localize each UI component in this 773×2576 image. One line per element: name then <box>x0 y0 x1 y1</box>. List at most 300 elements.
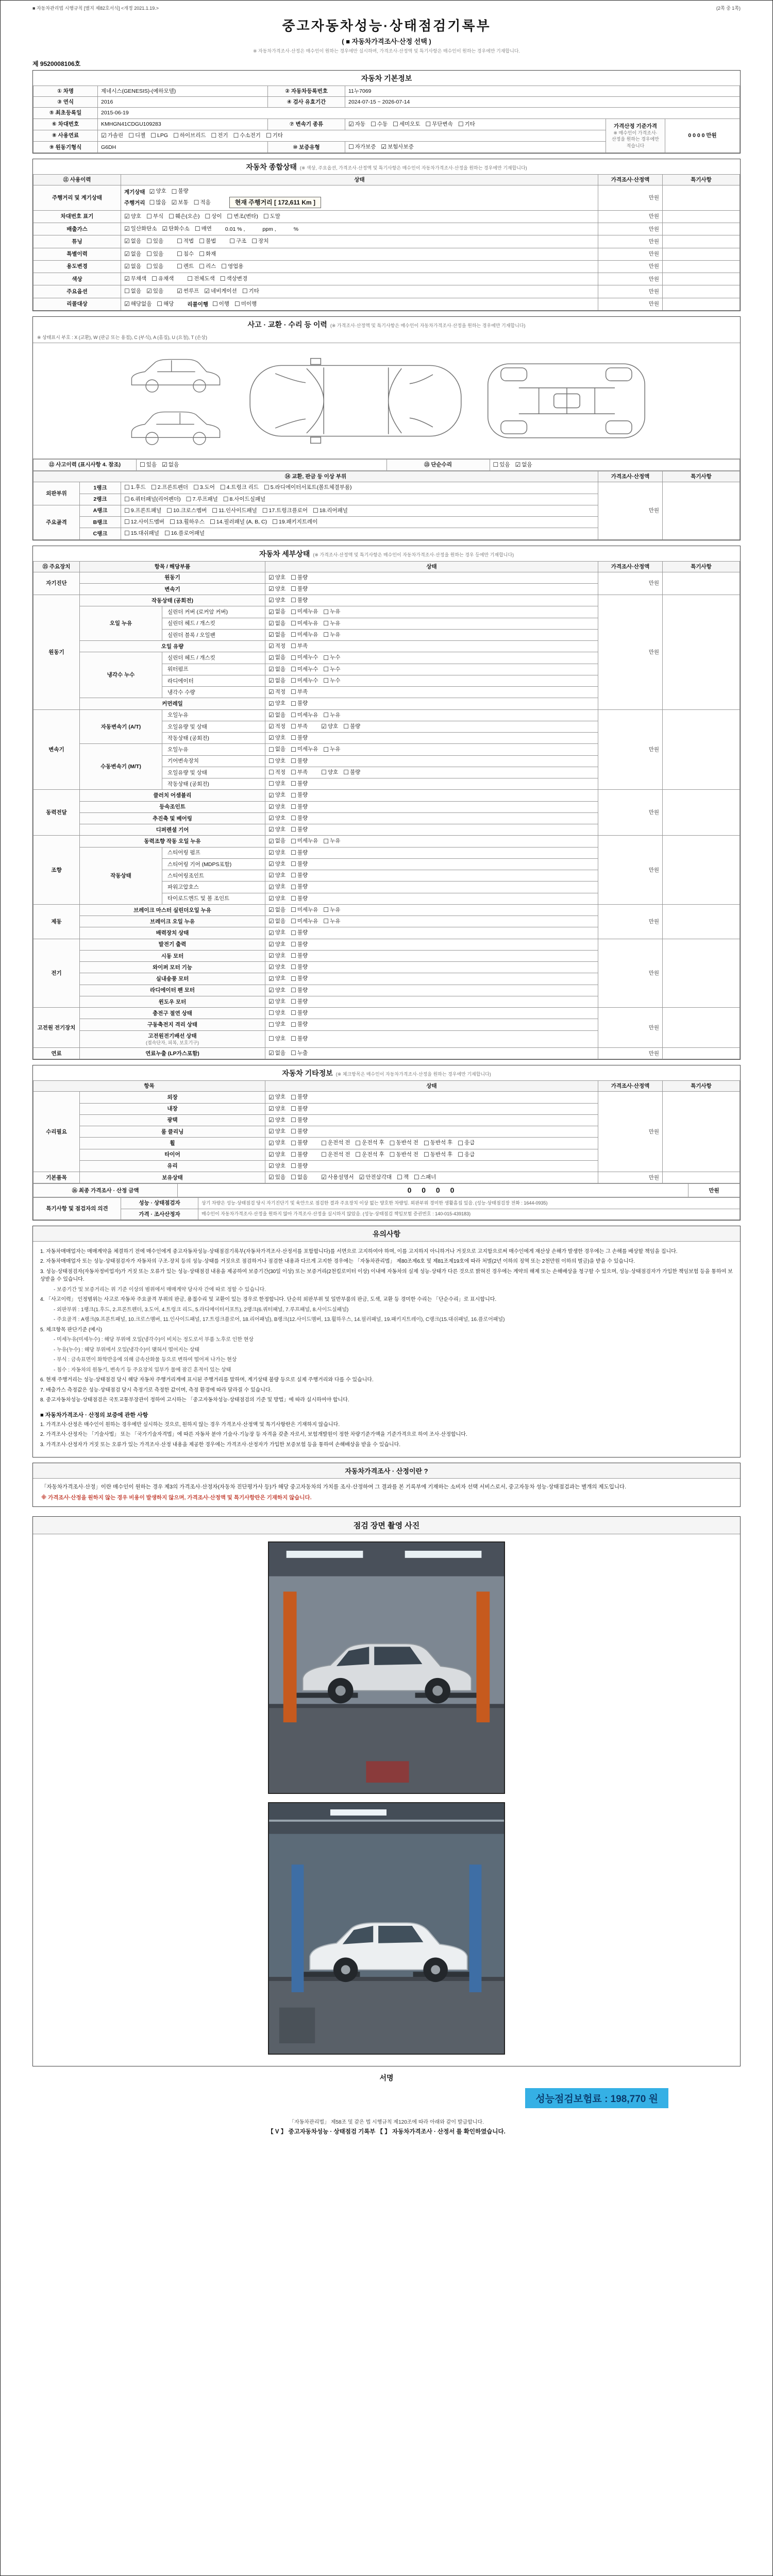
vin-value: KMHGN41CDGU109283 <box>98 118 268 130</box>
empty-box-icon: ☐ <box>171 188 177 195</box>
checkbox-option[interactable]: ☑ 없음 <box>268 711 286 719</box>
checkbox-option[interactable]: ☑ 없음 <box>268 608 286 616</box>
checkbox-option[interactable]: ☐ 미세누수 <box>291 654 318 662</box>
checkbox-option[interactable]: ☐ 불량 <box>291 940 308 948</box>
engine-type-value: G6DH <box>98 142 268 153</box>
checkbox-option[interactable]: ☑ 보험사보증 <box>381 143 414 151</box>
checkbox-option[interactable]: ☑ 적정 <box>268 723 286 731</box>
checkbox-option[interactable]: ☑ 해당없음 <box>124 300 152 308</box>
checkbox-option[interactable]: ☐ 운전석 후 <box>355 1139 384 1147</box>
checkbox-option[interactable]: ☑ 양호 <box>124 212 142 220</box>
checkbox-option[interactable]: ☑ 없음 <box>268 677 286 685</box>
checkbox-option[interactable]: ☐ 15.대쉬패널 <box>124 530 159 537</box>
checkbox-option[interactable]: ☐ 렌트 <box>177 262 194 270</box>
checkbox-option[interactable]: ☐ 불량 <box>291 791 308 799</box>
checkbox-option[interactable]: ☐ 불량 <box>171 188 189 195</box>
checkbox-option[interactable]: ☐ 전기 <box>211 131 228 139</box>
empty-box-icon: ☐ <box>140 461 145 468</box>
checkbox-option[interactable]: ☑ 적정 <box>268 688 286 696</box>
checkbox-option[interactable]: ☐ 구조 <box>229 238 247 245</box>
base-price-note: ※ 매수인이 가격조사·산정을 원하는 경우에만 적습니다 <box>611 130 659 148</box>
checkbox-option[interactable]: ☑ 없음 <box>162 461 179 468</box>
checkbox-option[interactable]: ☑ 없음 <box>268 837 286 845</box>
checkbox-option[interactable]: ☐ 스패너 <box>414 1174 436 1181</box>
footer-line-1: 「자동차관리법」 제58조 및 같은 법 시행규칙 제120조에 따라 아래와 같이 발급합니다. <box>289 2119 484 2125</box>
empty-box-icon: ☐ <box>323 608 329 616</box>
checkbox-option[interactable]: ☑ 양호 <box>268 952 286 960</box>
checkbox-option[interactable]: ☐ 누수 <box>323 654 341 662</box>
empty-box-icon: ☐ <box>291 1116 296 1124</box>
checkbox-option[interactable]: ☑ 양호 <box>268 849 286 856</box>
checkbox-option[interactable]: ☐ 잭 <box>397 1174 409 1181</box>
checkbox-option[interactable]: ☑ 가솔린 <box>101 131 124 139</box>
checkbox-option[interactable]: ☑ 양호 <box>268 998 286 1006</box>
detail-condition-row: 구동축전지 격리 상태 ☐ 양호 ☐ 불량 <box>33 1019 740 1030</box>
checkbox-option[interactable]: ☐ 불량 <box>291 1093 308 1101</box>
checkbox-option[interactable]: ☑ 자동 <box>348 120 366 128</box>
empty-box-icon: ☐ <box>291 963 296 971</box>
detail-condition-row: 등속조인트 ☑ 양호 ☐ 불량 <box>33 801 740 812</box>
checkbox-option[interactable]: ☐ 불량 <box>291 986 308 994</box>
checkbox-option[interactable]: ☐ 불량 <box>291 883 308 891</box>
checkbox-option[interactable]: ☑ 없음 <box>515 461 532 468</box>
overall-condition-row: 차대번호 표기 ☑ 양호 ☐ 부식 ☐ 훼손(오손) ☐ 상이 ☐ 변조(변타) ☐ 도말 만원 <box>33 210 740 223</box>
checkbox-option[interactable]: ☐ 해당 <box>157 300 174 308</box>
checkbox-option[interactable]: ☐ 부족 <box>291 688 308 696</box>
checkbox-option[interactable]: ☐ 부족 <box>291 642 308 650</box>
detail-condition-row: 오일 유량 ☑ 적정 ☐ 부족 <box>33 641 740 652</box>
checkbox-option[interactable]: ☐ 상이 <box>205 212 222 220</box>
empty-box-icon: ☐ <box>493 461 499 468</box>
empty-box-icon: ☐ <box>199 238 205 245</box>
checkbox-option[interactable]: ☑ 양호 <box>268 940 286 948</box>
checkbox-option[interactable]: ☐ 7.루프패널 <box>186 495 218 503</box>
empty-box-icon: ☐ <box>323 631 329 639</box>
base-price-value: 0 0 0 0 만원 <box>665 118 740 153</box>
checkbox-option[interactable]: ☐ 5.라디에이터서포트(볼트체결부품) <box>264 484 352 492</box>
empty-box-icon: ☐ <box>423 1139 429 1147</box>
empty-box-icon: ☐ <box>124 484 130 492</box>
empty-box-icon: ☐ <box>146 212 152 220</box>
section-detailed-condition <box>32 546 741 1060</box>
detail-condition-row: 오일유량 및 상태 ☑ 적정 ☐ 부족 ☑ 양호 ☐ 불량 <box>33 721 740 732</box>
checkbox-option[interactable]: ☐ 불량 <box>291 849 308 856</box>
checkbox-option[interactable]: ☐ 3.도어 <box>193 484 215 492</box>
checkbox-option[interactable]: ☐ 누유 <box>323 918 341 925</box>
checkbox-option[interactable]: ☑ 없음 <box>268 619 286 627</box>
checkbox-option[interactable]: ☑ 양호 <box>268 734 286 742</box>
checkbox-option[interactable]: ☑ 양호 <box>268 986 286 994</box>
checkbox-option[interactable]: ☑ 없음 <box>124 250 142 258</box>
checkbox-option[interactable]: ☐ 누수 <box>323 665 341 673</box>
checkbox-option[interactable]: ☑ 양호 <box>268 803 286 810</box>
section-etc-info <box>32 1065 741 1220</box>
checkbox-option[interactable]: ☑ 보통 <box>171 198 189 206</box>
checked-box-icon: ☑ <box>124 225 130 233</box>
checkbox-option[interactable]: ☐ 동반석 전 <box>389 1150 418 1158</box>
detail-condition-row: 실린더 헤드 / 개스킷 ☑ 없음 ☐ 미세누유 ☐ 누유 <box>33 618 740 629</box>
checked-box-icon: ☑ <box>268 815 274 822</box>
checkbox-option[interactable]: ☑ 양호 <box>268 597 286 604</box>
checkbox-option[interactable]: ☐ 유채색 <box>152 275 174 283</box>
checkbox-option[interactable]: ☑ 없음 <box>268 906 286 914</box>
damage-code-legend: ※ 상태표시 부호 : X (교환), W (판금 또는 용접), C (부식), A (흠집), U (요철), T (손상) <box>33 332 740 343</box>
checked-box-icon: ☑ <box>268 700 274 707</box>
checkbox-option[interactable]: ☐ 침수 <box>177 250 194 258</box>
checkbox-option[interactable]: ☐ 불량 <box>291 573 308 581</box>
checkbox-option[interactable]: ☐ 누유 <box>323 608 341 616</box>
checkbox-option[interactable]: ☐ 누유 <box>323 745 341 753</box>
checkbox-option[interactable]: ☐ 부족 <box>291 723 308 731</box>
checkbox-option[interactable]: ☐ 2.프론트펜더 <box>150 484 189 492</box>
section-overall-condition <box>32 159 741 311</box>
checkbox-option[interactable]: ☐ 장치 <box>251 238 269 245</box>
checkbox-option[interactable]: ☐ 적음 <box>193 198 211 206</box>
appraiser-role-label: 가격 · 조사산정자 <box>121 1209 198 1219</box>
checkbox-option[interactable]: ☐ 양호 <box>268 1035 286 1043</box>
checkbox-option[interactable]: ☑ 양호 <box>268 1093 286 1101</box>
checkbox-option[interactable]: ☐ 적정 <box>268 769 286 776</box>
empty-box-icon: ☐ <box>291 986 296 994</box>
checkbox-option[interactable]: ☐ 기타 <box>265 131 283 139</box>
empty-box-icon: ☐ <box>124 506 130 514</box>
checkbox-option[interactable]: ☑ 사용설명서 <box>321 1174 354 1181</box>
checkbox-option[interactable]: ☐ 미세누유 <box>291 837 318 845</box>
checked-box-icon: ☑ <box>268 585 274 593</box>
checkbox-option[interactable]: ☑ 양호 <box>268 963 286 971</box>
checkbox-option[interactable]: ☐ 6.쿼터패널(리어펜더) <box>124 495 181 503</box>
checkbox-option[interactable]: ☐ 불법 <box>199 238 216 245</box>
checkbox-option[interactable]: ☐ 없음 <box>291 1174 308 1181</box>
checkbox-option[interactable]: ☑ 양호 <box>268 929 286 937</box>
checkbox-option[interactable]: ☐ 양호 <box>268 1009 286 1017</box>
checkbox-option[interactable]: ☐ 적법 <box>177 238 194 245</box>
checkbox-option[interactable]: ☑ 무채색 <box>124 275 147 283</box>
empty-box-icon: ☐ <box>291 665 296 673</box>
checkbox-option[interactable]: ☐ 누유 <box>323 619 341 627</box>
etc-info-row: 룸 클리닝 ☑ 양호 ☐ 불량 <box>33 1126 740 1138</box>
checkbox-option[interactable]: ☐ 부식 <box>146 212 164 220</box>
empty-box-icon: ☐ <box>263 212 269 220</box>
checkbox-option[interactable]: ☑ 양호 <box>149 188 166 195</box>
checkbox-option[interactable]: ☐ 있음 <box>146 262 164 270</box>
checkbox-option[interactable]: ☑ 양호 <box>268 860 286 868</box>
checkbox-option[interactable]: ☑ 양호 <box>268 975 286 982</box>
checked-box-icon: ☑ <box>268 1093 274 1101</box>
empty-box-icon: ☐ <box>323 711 329 719</box>
checkbox-option[interactable]: ☐ 세미오토 <box>393 120 421 128</box>
checkbox-option[interactable]: ☐ 응급 <box>458 1150 475 1158</box>
checkbox-option[interactable]: ☐ 19.패키지트레이 <box>272 518 318 526</box>
checkbox-option[interactable]: ☑ 양호 <box>268 872 286 879</box>
checkbox-option[interactable]: ☐ 1.후드 <box>124 484 146 492</box>
checkbox-option[interactable]: ☐ 불량 <box>291 597 308 604</box>
checkbox-option[interactable]: ☐ 동반석 후 <box>423 1139 453 1147</box>
checkbox-option[interactable]: ☐ 수동 <box>371 120 388 128</box>
checkbox-option[interactable]: ☐ 불량 <box>291 1105 308 1112</box>
checkbox-option[interactable]: ☑ 안전삼각대 <box>359 1174 392 1181</box>
checkbox-option[interactable]: ☐ 누유 <box>323 711 341 719</box>
empty-box-icon: ☐ <box>348 143 354 151</box>
checkbox-option[interactable]: ☑ 양호 <box>268 1150 286 1158</box>
checkbox-option[interactable]: ☑ 썬루프 <box>177 287 199 295</box>
checkbox-option[interactable]: ☐ 누유 <box>323 631 341 639</box>
section-photos <box>32 1516 741 2066</box>
checkbox-option[interactable]: ☐ 무단변속 <box>425 120 453 128</box>
checkbox-option[interactable]: ☐ 양호 <box>321 769 339 776</box>
checkbox-option[interactable]: ☐ 자가보증 <box>348 143 376 151</box>
empty-box-icon: ☐ <box>323 677 329 685</box>
checkbox-option[interactable]: ☑ 적정 <box>268 642 286 650</box>
checkbox-option[interactable]: ☐ 불량 <box>291 872 308 879</box>
checkbox-option[interactable]: ☐ 있음 <box>146 238 164 245</box>
checkbox-option[interactable]: ☐ 불량 <box>291 1128 308 1136</box>
checkbox-option[interactable]: ☐ 불량 <box>291 1009 308 1017</box>
checkbox-option[interactable]: ☐ 11.인사이드패널 <box>212 506 257 514</box>
checkbox-option[interactable]: ☐ 하이브리드 <box>173 131 206 139</box>
empty-box-icon: ☐ <box>458 1139 463 1147</box>
checkbox-option[interactable]: ☐ 불량 <box>291 1150 308 1158</box>
empty-box-icon: ☐ <box>291 998 296 1006</box>
empty-box-icon: ☐ <box>205 212 211 220</box>
footer-line-2: 【 V 】 중고자동차성능 · 상태점검 기록부 【 】 자동차가격조사 · 산정서 를 확인하였습니다. <box>267 2128 506 2135</box>
checkbox-option[interactable]: ☐ 불량 <box>291 975 308 982</box>
checkbox-option[interactable]: ☐ 동반석 전 <box>389 1139 418 1147</box>
checkbox-option[interactable]: ☐ 불량 <box>291 734 308 742</box>
section-notice <box>32 1226 741 1458</box>
checkbox-option[interactable]: ☐ 기타 <box>242 287 259 295</box>
checkbox-option[interactable]: ☐ 9.프론트패널 <box>124 506 162 514</box>
empty-box-icon: ☐ <box>124 518 130 526</box>
checkbox-option[interactable]: ☐ 18.리어패널 <box>313 506 348 514</box>
checkbox-option[interactable]: ☐ 불량 <box>291 860 308 868</box>
checked-box-icon: ☑ <box>268 597 274 604</box>
checkbox-option[interactable]: ☐ 있음 <box>140 461 157 468</box>
inspection-photo-1 <box>268 1541 505 1794</box>
checkbox-option[interactable]: ☐ 미세누유 <box>291 631 318 639</box>
checkbox-option[interactable]: ☐ 운전석 전 <box>321 1150 350 1158</box>
checkbox-option[interactable]: ☐ 10.크로스멤버 <box>166 506 207 514</box>
checkbox-option[interactable]: ☐ 부족 <box>291 769 308 776</box>
checkbox-option[interactable]: ☐ 불량 <box>291 952 308 960</box>
checkbox-option[interactable]: ☐ 운전석 전 <box>321 1139 350 1147</box>
detail-condition-row: 변속기 자동변속기 (A/T) 오일누유 ☑ 없음 ☐ 미세누유 ☐ 누유 만원 <box>33 709 740 721</box>
detail-condition-row: 오일 누유 실린더 커버 (로커암 커버) ☑ 없음 ☐ 미세누유 ☐ 누유 <box>33 606 740 618</box>
checkbox-option[interactable]: ☐ 있음 <box>493 461 510 468</box>
checkbox-option[interactable]: ☐ 미세누수 <box>291 677 318 685</box>
checkbox-option[interactable]: ☑ 일산화탄소 <box>124 225 157 233</box>
empty-box-icon: ☐ <box>323 906 329 914</box>
checkbox-option[interactable]: ☐ 불량 <box>291 585 308 593</box>
empty-box-icon: ☐ <box>268 757 274 765</box>
checkbox-option[interactable]: ☐ 전체도색 <box>187 275 215 283</box>
checked-box-icon: ☑ <box>268 1139 274 1147</box>
notice-item: 2. 가격조사·산정자는 「기술사법」 또는 「국가기술자격법」에 따른 자동차 분야 기술사·기능장 등 자격을 갖춘 자로서, 보험개발원이 정한 차량기준가액을 기준가격으로 하여 조사·산정합니다. <box>40 1432 467 1438</box>
checkbox-option[interactable]: ☐ 변조(변타) <box>227 212 258 220</box>
checkbox-option[interactable]: ☐ 17.트렁크플로어 <box>262 506 308 514</box>
checkbox-option[interactable]: ☐ 14.필러패널 (A, B, C) <box>210 518 267 526</box>
checkbox-option[interactable]: ☐ 불량 <box>291 1035 308 1043</box>
checkbox-option[interactable]: ☐ 매연 <box>194 225 212 233</box>
checked-box-icon: ☑ <box>268 998 274 1006</box>
checkbox-option[interactable]: ☐ 불량 <box>291 1139 308 1147</box>
checkbox-option[interactable]: ☐ 불량 <box>343 723 361 731</box>
empty-box-icon: ☐ <box>291 1174 296 1181</box>
empty-box-icon: ☐ <box>251 238 258 245</box>
checkbox-option[interactable]: ☐ 불량 <box>291 1116 308 1124</box>
checkbox-option[interactable]: ☑ 양호 <box>268 826 286 834</box>
checkbox-option[interactable]: ☑ 양호 <box>268 1162 286 1170</box>
checkbox-option[interactable]: ☑ 없음 <box>124 238 142 245</box>
checkbox-option[interactable]: ☐ 불량 <box>291 1162 308 1170</box>
detail-condition-row: 워터펌프 ☑ 없음 ☐ 미세누수 ☐ 누수 <box>33 664 740 675</box>
checkbox-option[interactable]: ☐ 누유 <box>323 837 341 845</box>
checkbox-option[interactable]: ☐ 불량 <box>291 998 308 1006</box>
price-appraisal-infobox <box>32 1463 741 1507</box>
checkbox-option[interactable]: ☐ 화재 <box>199 250 216 258</box>
checkbox-option[interactable]: ☑ 탄화수소 <box>162 225 190 233</box>
checkbox-option[interactable]: ☑ 양호 <box>268 1139 286 1147</box>
checkbox-option[interactable]: ☐ 양호 <box>268 1021 286 1028</box>
checked-box-icon: ☑ <box>321 723 327 731</box>
checkbox-option[interactable]: ☐ 16.플로어패널 <box>164 530 205 537</box>
checkbox-option[interactable]: ☐ 없음 <box>124 287 142 295</box>
empty-box-icon: ☐ <box>177 250 182 258</box>
checkbox-option[interactable]: ☐ 누수 <box>323 677 341 685</box>
checkbox-option[interactable]: ☐ 훼손(오손) <box>169 212 200 220</box>
checkbox-option[interactable]: ☑ 양호 <box>268 700 286 707</box>
simple-repair-label: ⑬ 단순수리 <box>386 459 490 470</box>
empty-box-icon: ☐ <box>268 1035 274 1043</box>
empty-box-icon: ☐ <box>291 1128 296 1136</box>
empty-box-icon: ☐ <box>234 300 240 308</box>
checkbox-option[interactable]: ☐ 미이행 <box>234 300 257 308</box>
checked-box-icon: ☑ <box>381 143 387 151</box>
checkbox-option[interactable]: ☑ 양호 <box>268 815 286 822</box>
checkbox-option[interactable]: ☑ 없음 <box>268 1049 286 1057</box>
etc-info-table <box>33 1080 740 1183</box>
empty-box-icon: ☐ <box>187 275 193 283</box>
checkbox-option[interactable]: ☐ 동반석 후 <box>423 1150 453 1158</box>
etc-info-row: 휠 ☑ 양호 ☐ 불량 ☐ 운전석 전 ☐ 운전석 후 ☐ 동반석 전 ☐ 동반석 후 ☐ 응급 <box>33 1138 740 1149</box>
checkbox-option[interactable]: ☐ 영업용 <box>221 262 244 270</box>
page-title: 중고자동차성능·상태점검기록부 <box>282 18 491 33</box>
checkbox-option[interactable]: ☐ 있음 <box>146 250 164 258</box>
checkbox-option[interactable]: ☑ 양호 <box>268 1128 286 1136</box>
checkbox-option[interactable]: ☐ 불량 <box>291 894 308 902</box>
checkbox-option[interactable]: ☐ 운전석 후 <box>355 1150 384 1158</box>
checkbox-option[interactable]: ☑ 없음 <box>268 665 286 673</box>
checkbox-option[interactable]: ☑ 없음 <box>268 654 286 662</box>
checkbox-option[interactable]: ☑ 있음 <box>268 1174 286 1181</box>
checkbox-option[interactable]: ☐ 리스 <box>199 262 216 270</box>
checkbox-option[interactable]: ☐ 이행 <box>212 300 230 308</box>
etc-header-item: 항목 <box>33 1081 265 1092</box>
checkbox-option[interactable]: ☐ 없음 <box>268 745 286 753</box>
empty-box-icon: ☐ <box>212 300 218 308</box>
empty-box-icon: ☐ <box>220 275 226 283</box>
checkbox-option[interactable]: ☐ 미세누유 <box>291 745 318 753</box>
checkbox-option[interactable]: ☐ 양호 <box>268 757 286 765</box>
checkbox-option[interactable]: ☐ 불량 <box>291 780 308 788</box>
checkbox-option[interactable]: ☐ 색상변경 <box>220 275 248 283</box>
empty-box-icon: ☐ <box>264 484 270 492</box>
checkbox-option[interactable]: ☑ 네비게이션 <box>204 287 237 295</box>
checkbox-option[interactable]: ☐ 누출 <box>291 1049 308 1057</box>
notice-price-title: ■ 자동차가격조사 · 산정의 보증에 관한 사항 <box>40 1412 148 1418</box>
overall-condition-row: 용도변경 ☑ 없음 ☐ 있음 ☐ 렌트 ☐ 리스 ☐ 영업용 만원 <box>33 260 740 273</box>
notice-item: - 침수 : 자동차의 원동기, 변속기 등 주요장치 일부가 물에 잠긴 흔적이 있는 상태 <box>54 1367 231 1373</box>
checkbox-option[interactable]: ☑ 없음 <box>124 262 142 270</box>
checkbox-option[interactable]: ☐ 많음 <box>149 198 166 206</box>
empty-box-icon: ☐ <box>291 883 296 891</box>
checkbox-option[interactable]: ☑ 양호 <box>268 791 286 799</box>
checkbox-option[interactable]: ☑ 있음 <box>146 287 164 295</box>
checkbox-option[interactable]: ☐ 불량 <box>343 769 361 776</box>
empty-box-icon: ☐ <box>124 530 130 537</box>
form-reference-line <box>32 5 741 11</box>
checkbox-option[interactable]: ☐ 불량 <box>291 1021 308 1028</box>
checkbox-option[interactable]: ☐ 12.사이드멤버 <box>124 518 165 526</box>
checkbox-option[interactable]: ☑ 양호 <box>268 883 286 891</box>
checkbox-option[interactable]: ☑ 양호 <box>268 585 286 593</box>
checkbox-option[interactable]: ☑ 양호 <box>268 1116 286 1124</box>
checkbox-option[interactable]: ☐ 불량 <box>291 963 308 971</box>
checkbox-option[interactable]: ☐ 13.휠하우스 <box>170 518 205 526</box>
checkbox-option[interactable]: ☐ 불량 <box>291 815 308 822</box>
checkbox-option[interactable]: ☑ 없음 <box>268 631 286 639</box>
checkbox-option[interactable]: ☑ 없음 <box>268 918 286 925</box>
checkbox-option[interactable]: ☐ 양호 <box>268 780 286 788</box>
checkbox-option[interactable]: ☐ 미세누수 <box>291 665 318 673</box>
car-name-value: 제네시스(GENESIS)-(예하모델) <box>98 86 268 97</box>
checkbox-option[interactable]: ☐ 불량 <box>291 826 308 834</box>
checkbox-option[interactable]: ☐ 불량 <box>291 803 308 810</box>
checkbox-option[interactable]: ☑ 양호 <box>268 894 286 902</box>
checkbox-option[interactable]: ☐ LPG <box>150 131 169 139</box>
detail-condition-row: 라디에이터 ☑ 없음 ☐ 미세누수 ☐ 누수 <box>33 675 740 686</box>
checked-box-icon: ☑ <box>268 872 274 879</box>
checkbox-option[interactable]: ☐ 미세누유 <box>291 918 318 925</box>
checkbox-option[interactable]: ☐ 응급 <box>458 1139 475 1147</box>
checkbox-option[interactable]: ☐ 기타 <box>458 120 475 128</box>
checkbox-option[interactable]: ☐ 불량 <box>291 929 308 937</box>
checkbox-option[interactable]: ☑ 양호 <box>268 573 286 581</box>
checkbox-option[interactable]: ☐ 8.사이드실패널 <box>223 495 266 503</box>
checkbox-option[interactable]: ☐ 수소전기 <box>233 131 261 139</box>
overall-condition-row: 특별이력 ☑ 없음 ☐ 있음 ☐ 침수 ☐ 화재 만원 <box>33 248 740 260</box>
checkbox-option[interactable]: ☐ 불량 <box>291 700 308 707</box>
checkbox-option[interactable]: ☐ 미세누유 <box>291 619 318 627</box>
checkbox-option[interactable]: ☐ 도말 <box>263 212 280 220</box>
checkbox-option[interactable]: ☑ 양호 <box>321 723 339 731</box>
empty-box-icon: ☐ <box>199 250 205 258</box>
checkbox-option[interactable]: ☑ 양호 <box>268 1105 286 1112</box>
detail-condition-row: 조향 동력조향 작동 오일 누유 ☑ 없음 ☐ 미세누유 ☐ 누유 만원 <box>33 836 740 847</box>
empty-box-icon: ☐ <box>291 757 296 765</box>
empty-box-icon: ☐ <box>291 1035 296 1043</box>
checkbox-option[interactable]: ☐ 4.트렁크 리드 <box>220 484 259 492</box>
checkbox-option[interactable]: ☐ 디젤 <box>128 131 146 139</box>
checked-box-icon: ☑ <box>162 225 168 233</box>
overall-header-remarks: 특기사항 <box>663 175 740 185</box>
checkbox-option[interactable]: ☐ 불량 <box>291 757 308 765</box>
checkbox-option[interactable]: ☐ 미세누유 <box>291 608 318 616</box>
current-mileage-box: 현재 주행거리 [ 172,611 Km ] <box>229 197 321 208</box>
checkbox-option[interactable]: ☐ 미세누유 <box>291 906 318 914</box>
checkbox-option[interactable]: ☐ 미세누유 <box>291 711 318 719</box>
checkbox-option[interactable]: ☐ 누유 <box>323 906 341 914</box>
